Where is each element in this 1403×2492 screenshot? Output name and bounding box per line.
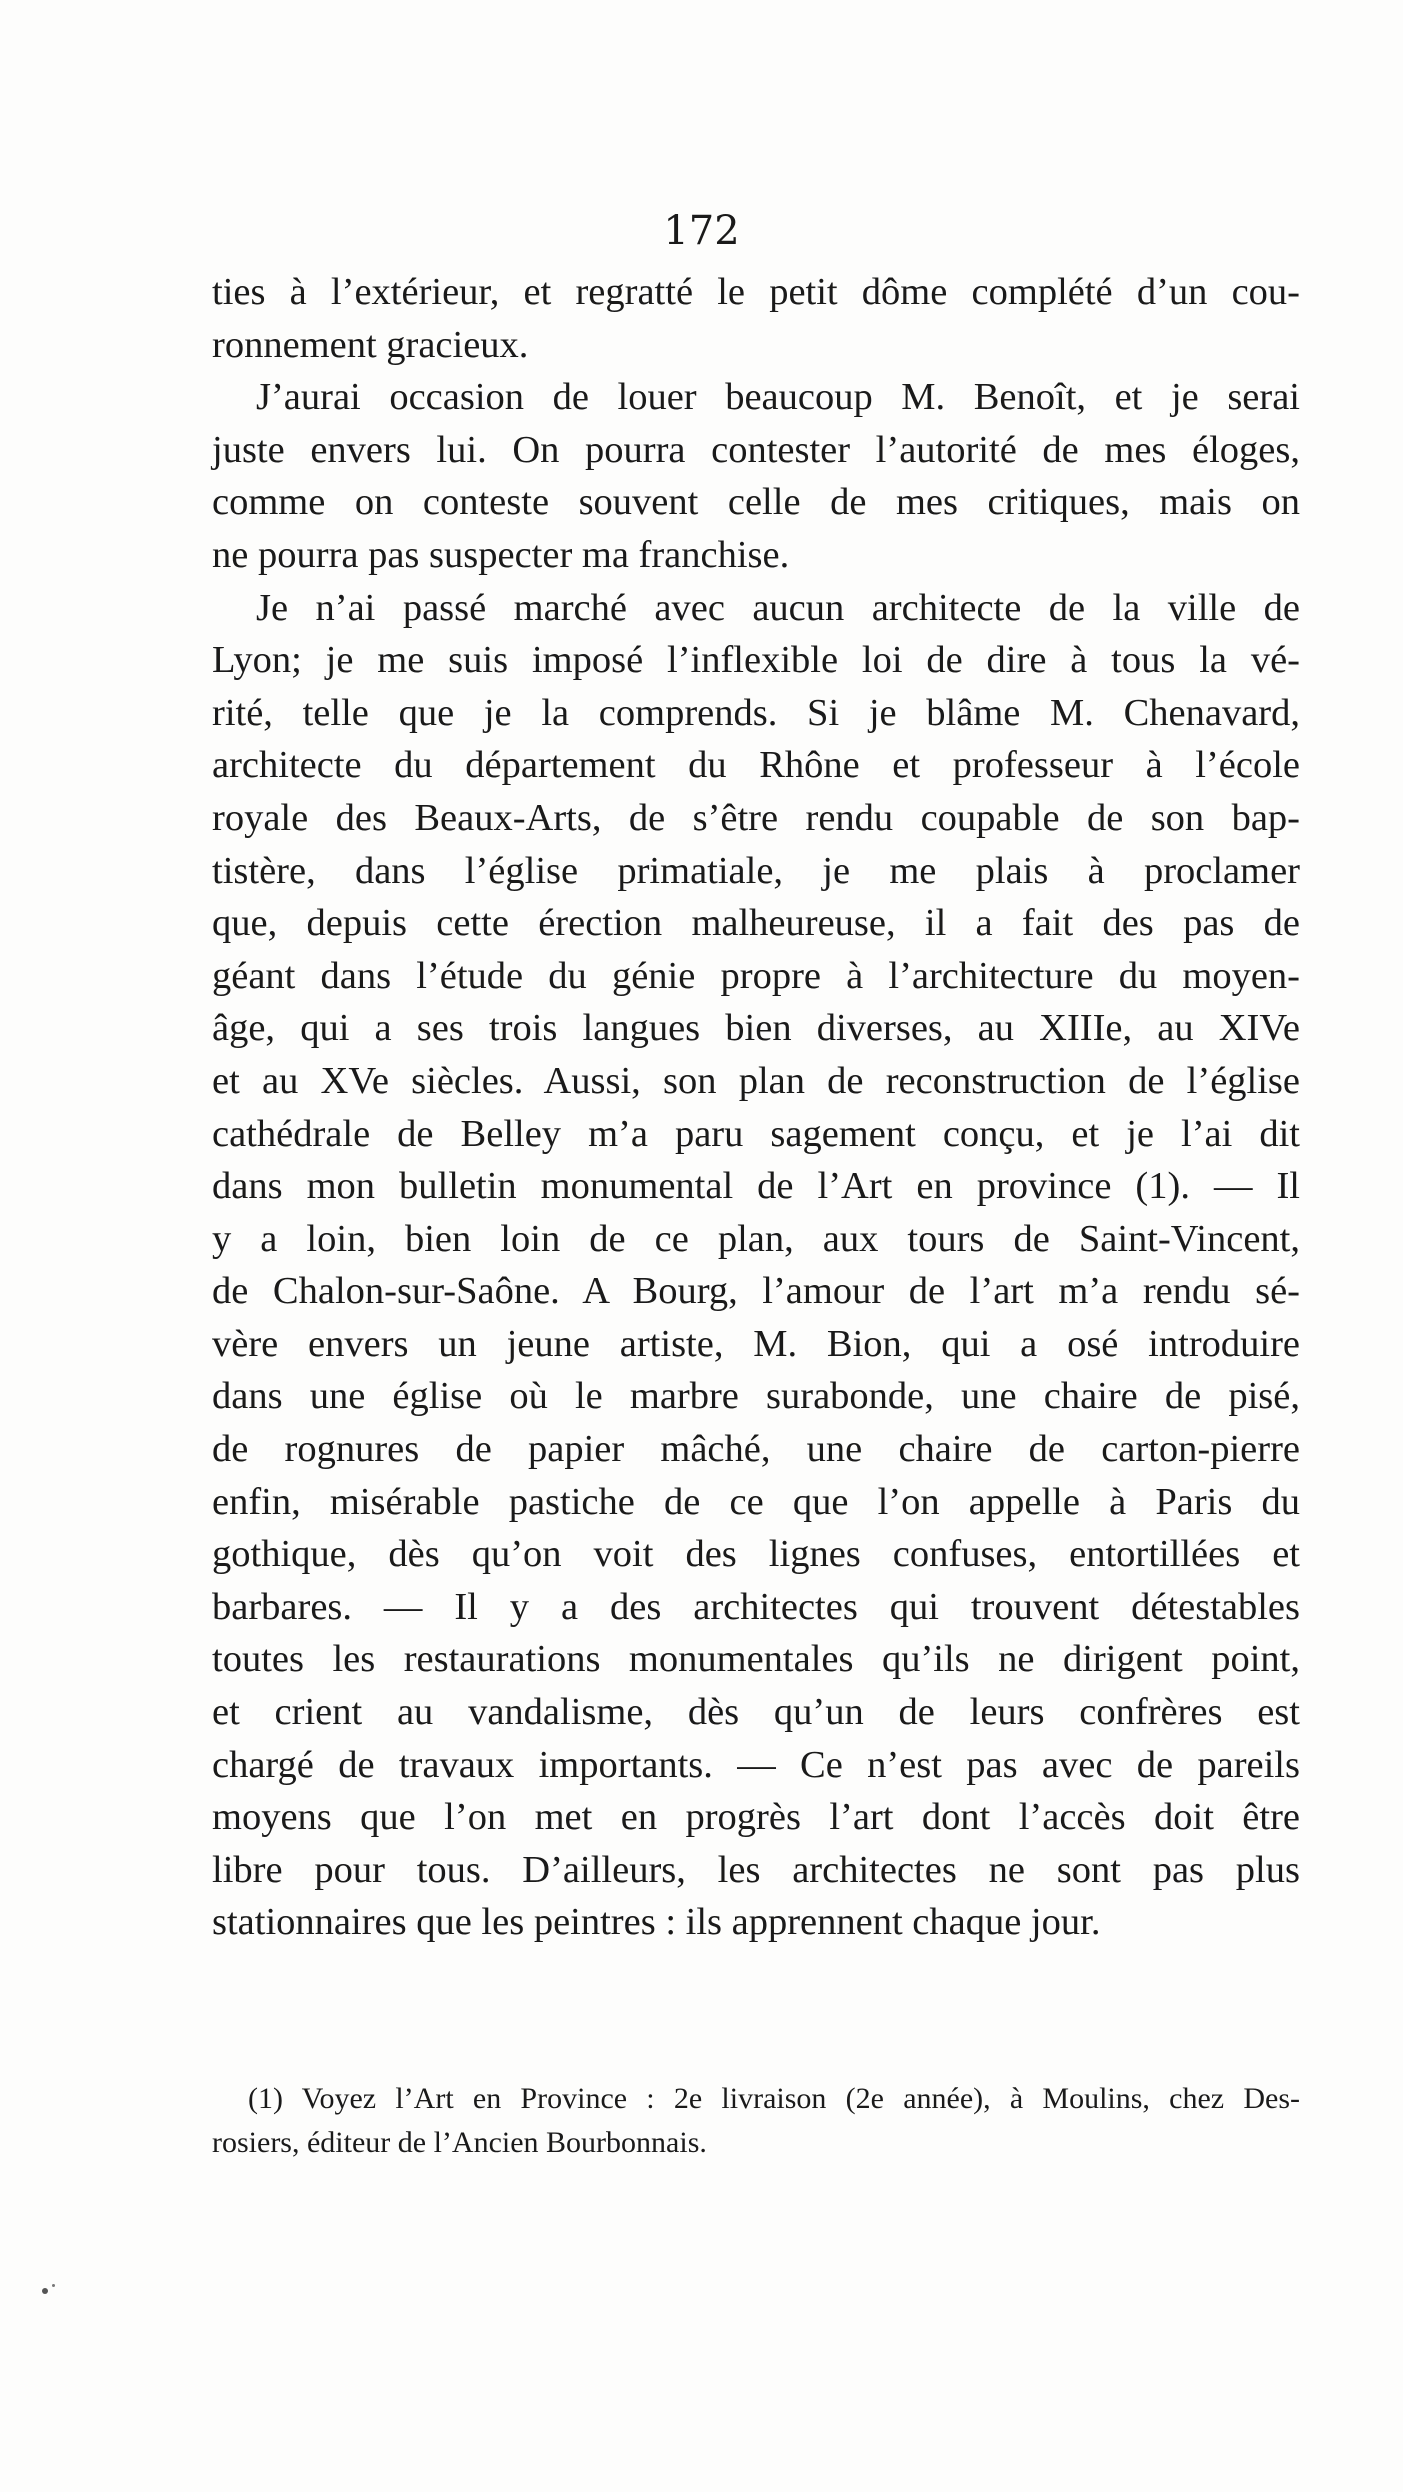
text-line: libre pour tous. D’ailleurs, les architectes ne sont pas plus <box>212 1848 1300 1891</box>
text-line: tistère, dans l’église primatiale, je me plais à proclamer <box>212 849 1300 892</box>
text-line: enfin, misérable pastiche de ce que l’on appelle à Paris du <box>212 1480 1300 1523</box>
text-line: chargé de travaux importants. — Ce n’est pas avec de pareils <box>212 1743 1300 1786</box>
text-line: stationnaires que les peintres : ils apprennent chaque jour. <box>212 1901 1101 1944</box>
text-line: dans mon bulletin monumental de l’Art en province (1). — Il <box>212 1165 1300 1208</box>
text-line: Lyon; je me suis imposé l’inflexible loi de dire à tous la vé- <box>212 639 1300 682</box>
text-line: gothique, dès qu’on voit des lignes confuses, entortillées et <box>212 1533 1300 1576</box>
text-line: toutes les restaurations monumentales qu’ils ne dirigent point, <box>212 1638 1300 1681</box>
text-line: barbares. — Il y a des architectes qui trouvent détestables <box>212 1585 1300 1628</box>
paragraph-2 <box>212 371 1300 581</box>
text-line: de Chalon-sur-Saône. A Bourg, l’amour de l’art m’a rendu sé- <box>212 1270 1300 1313</box>
text-line: de rognures de papier mâché, une chaire de carton-pierre <box>212 1428 1300 1471</box>
text-line: J’aurai occasion de louer beaucoup M. Benoît, et je serai <box>256 376 1300 419</box>
footnote-line: rosiers, éditeur de l’Ancien Bourbonnais. <box>212 2126 707 2159</box>
ink-speck <box>42 2288 48 2294</box>
text-line: vère envers un jeune artiste, M. Bion, qui a osé introduire <box>212 1322 1300 1365</box>
text-line: ties à l’extérieur, et regratté le petit dôme complété d’un cou- <box>212 271 1300 313</box>
page-number: 172 <box>663 208 740 254</box>
text-line: Je n’ai passé marché avec aucun architecte de la ville de <box>256 586 1300 629</box>
text-line: comme on conteste souvent celle de mes critiques, mais on <box>212 481 1300 524</box>
text-line: moyens que l’on met en progrès l’art dont l’accès doit être <box>212 1796 1300 1839</box>
text-line: et au XVe siècles. Aussi, son plan de reconstruction de l’église <box>212 1059 1300 1102</box>
text-line: ronnement gracieux. <box>212 323 529 366</box>
text-line: cathédrale de Belley m’a paru sagement conçu, et je l’ai dit <box>212 1112 1300 1155</box>
footnote <box>212 2077 1300 2165</box>
text-line: géant dans l’étude du génie propre à l’architecture du moyen- <box>212 954 1300 997</box>
ink-speck <box>52 2284 55 2287</box>
text-line: et crient au vandalisme, dès qu’un de leurs confrères est <box>212 1691 1300 1734</box>
text-line: rité, telle que je la comprends. Si je blâme M. Chenavard, <box>212 691 1300 734</box>
footnote-line: (1) Voyez l’Art en Province : 2e livraison (2e année), à Moulins, chez Des- <box>248 2082 1300 2115</box>
text-line: royale des Beaux-Arts, de s’être rendu coupable de son bap- <box>212 796 1300 839</box>
body-text <box>212 266 1300 1949</box>
text-line: y a loin, bien loin de ce plan, aux tours de Saint-Vincent, <box>212 1217 1300 1260</box>
text-line: ne pourra pas suspecter ma franchise. <box>212 533 790 576</box>
text-line: dans une église où le marbre surabonde, une chaire de pisé, <box>212 1375 1300 1418</box>
text-line: âge, qui a ses trois langues bien diverses, au XIIIe, au XIVe <box>212 1007 1300 1050</box>
paragraph-1 <box>212 266 1300 371</box>
text-line: architecte du département du Rhône et professeur à l’école <box>212 744 1300 787</box>
paragraph-3 <box>212 582 1300 1949</box>
text-line: que, depuis cette érection malheureuse, il a fait des pas de <box>212 902 1300 945</box>
text-line: juste envers lui. On pourra contester l’autorité de mes éloges, <box>212 428 1300 471</box>
